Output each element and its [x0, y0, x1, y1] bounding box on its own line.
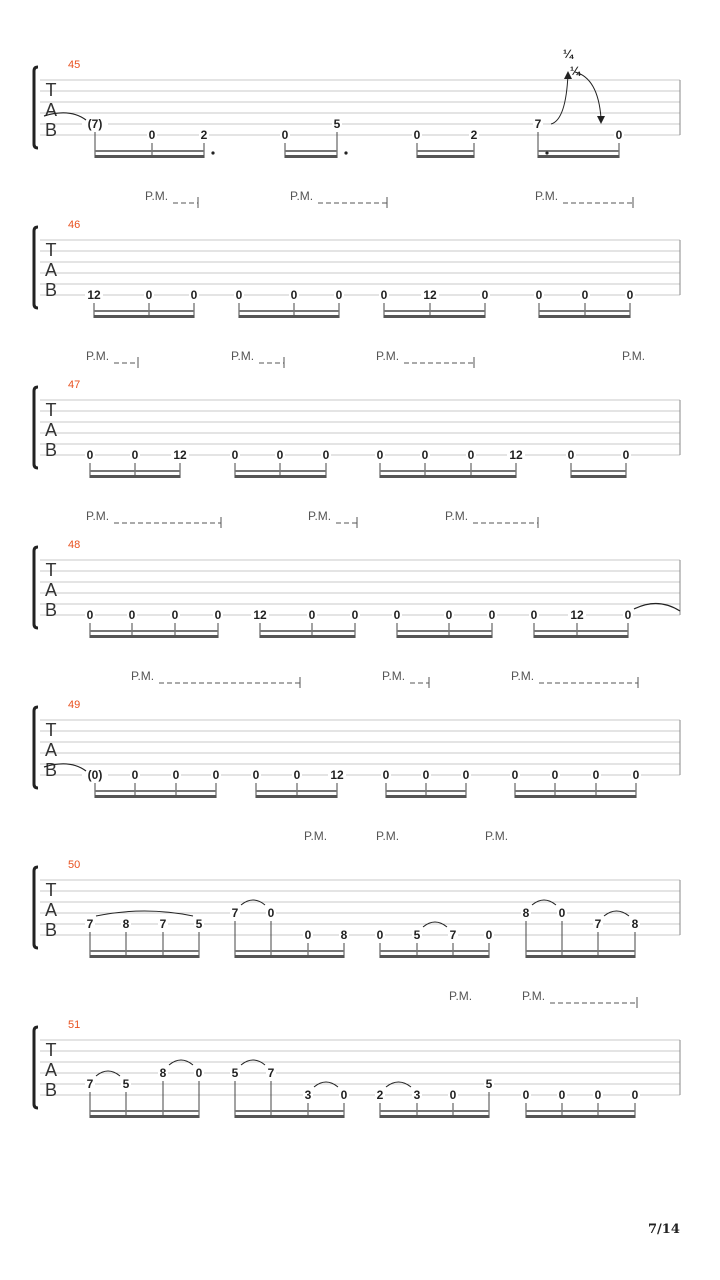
- beam-primary: [235, 475, 326, 478]
- fret-number: 8: [122, 917, 130, 931]
- beam-secondary: [94, 310, 194, 312]
- fret-number: 0: [488, 608, 496, 622]
- fret-number: 0: [290, 288, 298, 302]
- tab-clef-t: T: [45, 720, 57, 740]
- tab-clef-t: T: [45, 80, 57, 100]
- palm-mute-label: P.M.: [485, 829, 509, 843]
- beam-primary: [256, 795, 337, 798]
- tab-clef-a: A: [44, 900, 58, 920]
- palm-mute-label: P.M.: [622, 349, 646, 363]
- beam-primary: [94, 315, 194, 318]
- fret-number: 0: [376, 928, 384, 942]
- tab-clef-b: B: [44, 120, 58, 140]
- beam-secondary: [526, 950, 635, 952]
- fret-number: (0): [87, 768, 103, 782]
- fret-number: 0: [214, 608, 222, 622]
- fret-number: 7: [267, 1066, 275, 1080]
- beam-primary: [239, 315, 339, 318]
- system-bracket: [34, 227, 38, 308]
- fret-number: 0: [128, 608, 136, 622]
- beam-secondary: [90, 470, 180, 472]
- fret-number: 12: [423, 288, 437, 302]
- fret-number: 0: [308, 608, 316, 622]
- fret-number: 0: [421, 448, 429, 462]
- beam-secondary: [380, 470, 516, 472]
- tab-clef-t: T: [45, 880, 57, 900]
- beam-primary: [260, 635, 355, 638]
- palm-mute-label: P.M.: [290, 189, 314, 203]
- beam-primary: [526, 1115, 635, 1118]
- fret-number: 0: [481, 288, 489, 302]
- beam-primary: [90, 955, 199, 958]
- palm-mute-label: P.M.: [376, 829, 400, 843]
- fret-number: 7: [594, 917, 602, 931]
- system-bracket: [34, 707, 38, 788]
- fret-number: 0: [462, 768, 470, 782]
- beam-secondary: [380, 1110, 489, 1112]
- tab-clef-t: T: [45, 560, 57, 580]
- beam-secondary: [384, 310, 485, 312]
- beam-secondary: [90, 950, 199, 952]
- tab-clef-b: B: [44, 920, 58, 940]
- beam-primary: [397, 635, 492, 638]
- palm-mute-label: P.M.: [145, 189, 169, 203]
- fret-number: 0: [86, 608, 94, 622]
- beam-primary: [515, 795, 636, 798]
- fret-number: 0: [281, 128, 289, 142]
- beam-secondary: [90, 630, 218, 632]
- beam-primary: [534, 635, 628, 638]
- fret-number: 0: [530, 608, 538, 622]
- beam-secondary: [90, 1110, 199, 1112]
- palm-mute-label: P.M.: [308, 509, 332, 523]
- fret-number: 5: [231, 1066, 239, 1080]
- tab-system-47: [34, 349, 680, 478]
- fret-number: 0: [485, 928, 493, 942]
- rhythm-dot: [211, 151, 214, 154]
- fret-number: 0: [131, 448, 139, 462]
- fret-number: 0: [615, 128, 623, 142]
- tab-clef-a: A: [44, 580, 58, 600]
- fret-number: 2: [470, 128, 478, 142]
- beam-primary: [90, 475, 180, 478]
- palm-mute-label: P.M.: [304, 829, 328, 843]
- measure-number: 46: [68, 219, 81, 231]
- tab-system-50: [34, 829, 680, 958]
- beam-primary: [235, 1115, 344, 1118]
- beam-secondary: [526, 1110, 635, 1112]
- beam-primary: [380, 475, 516, 478]
- measure-number: 51: [68, 1019, 81, 1031]
- fret-number: 7: [231, 906, 239, 920]
- fret-number: 0: [231, 448, 239, 462]
- tab-clef-b: B: [44, 1080, 58, 1100]
- beam-secondary: [397, 630, 492, 632]
- fret-number: 7: [534, 117, 542, 131]
- fret-number: 0: [293, 768, 301, 782]
- beam-primary: [90, 1115, 199, 1118]
- fret-number: 5: [485, 1077, 493, 1091]
- fret-number: 2: [200, 128, 208, 142]
- fret-number: 0: [276, 448, 284, 462]
- beam-secondary: [417, 150, 474, 152]
- release-amount-label: ¼: [569, 64, 581, 78]
- fret-number: 12: [509, 448, 523, 462]
- beam-primary: [285, 155, 337, 158]
- beam-secondary: [239, 310, 339, 312]
- beam-secondary: [95, 150, 204, 152]
- fret-number: 0: [632, 768, 640, 782]
- fret-number: 2: [376, 1088, 384, 1102]
- fret-number: 0: [195, 1066, 203, 1080]
- fret-number: 0: [190, 288, 198, 302]
- beam-primary: [384, 315, 485, 318]
- tab-clef-a: A: [44, 420, 58, 440]
- beam-secondary: [260, 630, 355, 632]
- tab-clef-a: A: [44, 100, 58, 120]
- fret-number: 0: [376, 448, 384, 462]
- fret-number: 0: [335, 288, 343, 302]
- fret-number: 0: [511, 768, 519, 782]
- fret-number: 0: [422, 768, 430, 782]
- fret-number: 5: [333, 117, 341, 131]
- beam-secondary: [285, 150, 337, 152]
- fret-number: 0: [351, 608, 359, 622]
- fret-number: 0: [131, 768, 139, 782]
- system-bracket: [34, 867, 38, 948]
- beam-secondary: [380, 950, 489, 952]
- beam-secondary: [256, 790, 337, 792]
- fret-number: 0: [148, 128, 156, 142]
- tab-clef-t: T: [45, 240, 57, 260]
- palm-mute-label: P.M.: [445, 509, 469, 523]
- fret-number: 0: [631, 1088, 639, 1102]
- tab-clef-b: B: [44, 280, 58, 300]
- fret-number: 0: [212, 768, 220, 782]
- beam-primary: [538, 155, 619, 158]
- fret-number: 0: [445, 608, 453, 622]
- fret-number: 3: [304, 1088, 312, 1102]
- fret-number: 0: [535, 288, 543, 302]
- system-bracket: [34, 547, 38, 628]
- fret-number: 12: [173, 448, 187, 462]
- tab-system-48: [34, 509, 680, 638]
- beam-primary: [95, 155, 204, 158]
- fret-number: 0: [581, 288, 589, 302]
- fret-number: 0: [558, 1088, 566, 1102]
- fret-number: 0: [171, 608, 179, 622]
- fret-number: 0: [624, 608, 632, 622]
- palm-mute-label: P.M.: [231, 349, 255, 363]
- fret-number: 12: [253, 608, 267, 622]
- fret-number: 7: [159, 917, 167, 931]
- palm-mute-label: P.M.: [522, 989, 546, 1003]
- fret-number: 0: [145, 288, 153, 302]
- fret-number: 0: [304, 928, 312, 942]
- beam-primary: [386, 795, 466, 798]
- beam-primary: [526, 955, 635, 958]
- bend-indicator: [551, 47, 605, 124]
- fret-number: 0: [322, 448, 330, 462]
- rhythm-dot: [344, 151, 347, 154]
- fret-number: 8: [522, 906, 530, 920]
- fret-number: 3: [413, 1088, 421, 1102]
- beam-secondary: [539, 310, 630, 312]
- tab-clef-a: A: [44, 1060, 58, 1080]
- fret-number: 0: [551, 768, 559, 782]
- fret-number: 0: [592, 768, 600, 782]
- fret-number: 0: [340, 1088, 348, 1102]
- fret-number: 8: [340, 928, 348, 942]
- tab-system-45: [34, 59, 680, 158]
- fret-number: 5: [195, 917, 203, 931]
- tab-clef-b: B: [44, 440, 58, 460]
- beam-secondary: [235, 950, 344, 952]
- bend-up-curve: [551, 74, 568, 124]
- fret-number: 7: [86, 1077, 94, 1091]
- beam-primary: [380, 955, 489, 958]
- fret-number: 5: [413, 928, 421, 942]
- fret-number: 12: [87, 288, 101, 302]
- release-curve: [575, 72, 601, 118]
- fret-number: 0: [626, 288, 634, 302]
- fret-number: 0: [449, 1088, 457, 1102]
- fret-number: 0: [467, 448, 475, 462]
- palm-mute-label: P.M.: [535, 189, 559, 203]
- beam-primary: [380, 1115, 489, 1118]
- tab-clef-b: B: [44, 600, 58, 620]
- tab-clef-a: A: [44, 260, 58, 280]
- rhythm-dot: [545, 151, 548, 154]
- fret-number: 0: [267, 906, 275, 920]
- tab-system-46: [34, 189, 680, 318]
- page-number: 7/14: [648, 1222, 680, 1237]
- palm-mute-label: P.M.: [511, 669, 535, 683]
- measure-number: 48: [68, 539, 81, 551]
- tie-out-arc: [634, 603, 680, 611]
- palm-mute-label: P.M.: [86, 509, 110, 523]
- palm-mute-label: P.M.: [131, 669, 155, 683]
- beam-primary: [417, 155, 474, 158]
- measure-number: 50: [68, 859, 81, 871]
- measure-number: 47: [68, 379, 81, 391]
- fret-number: 7: [86, 917, 94, 931]
- measure-number: 45: [68, 59, 81, 71]
- beam-secondary: [235, 1110, 344, 1112]
- palm-mute-label: P.M.: [376, 349, 400, 363]
- release-arrow: [597, 116, 605, 124]
- beam-secondary: [95, 790, 216, 792]
- tab-clef-a: A: [44, 740, 58, 760]
- beam-secondary: [386, 790, 466, 792]
- tab-clef-b: B: [44, 760, 58, 780]
- system-bracket: [34, 67, 38, 148]
- fret-number: 0: [252, 768, 260, 782]
- fret-number: 0: [235, 288, 243, 302]
- palm-mute-label: P.M.: [449, 989, 473, 1003]
- palm-mute-label: P.M.: [382, 669, 406, 683]
- fret-number: 0: [522, 1088, 530, 1102]
- beam-secondary: [538, 150, 619, 152]
- fret-number: 7: [449, 928, 457, 942]
- fret-number: 0: [380, 288, 388, 302]
- fret-number: 12: [570, 608, 584, 622]
- fret-number: 8: [159, 1066, 167, 1080]
- tab-system-51: [34, 989, 680, 1118]
- fret-number: (7): [87, 117, 103, 131]
- fret-number: 0: [558, 906, 566, 920]
- fret-number: 0: [172, 768, 180, 782]
- fret-number: 0: [622, 448, 630, 462]
- fret-number: 0: [382, 768, 390, 782]
- system-bracket: [34, 1027, 38, 1108]
- system-bracket: [34, 387, 38, 468]
- palm-mute-label: P.M.: [86, 349, 110, 363]
- fret-number: 0: [567, 448, 575, 462]
- fret-number: 8: [631, 917, 639, 931]
- beam-primary: [539, 315, 630, 318]
- beam-secondary: [515, 790, 636, 792]
- tab-clef-t: T: [45, 1040, 57, 1060]
- tab-clef-t: T: [45, 400, 57, 420]
- beam-primary: [571, 475, 626, 478]
- tab-system-49: [34, 669, 680, 798]
- fret-number: 5: [122, 1077, 130, 1091]
- fret-number: 0: [86, 448, 94, 462]
- beam-secondary: [235, 470, 326, 472]
- beam-primary: [95, 795, 216, 798]
- beam-primary: [235, 955, 344, 958]
- fret-number: 0: [413, 128, 421, 142]
- beam-secondary: [571, 470, 626, 472]
- bend-amount-label: ¼: [562, 47, 574, 61]
- beam-primary: [90, 635, 218, 638]
- measure-number: 49: [68, 699, 81, 711]
- fret-number: 0: [594, 1088, 602, 1102]
- beam-secondary: [534, 630, 628, 632]
- fret-number: 12: [330, 768, 344, 782]
- fret-number: 0: [393, 608, 401, 622]
